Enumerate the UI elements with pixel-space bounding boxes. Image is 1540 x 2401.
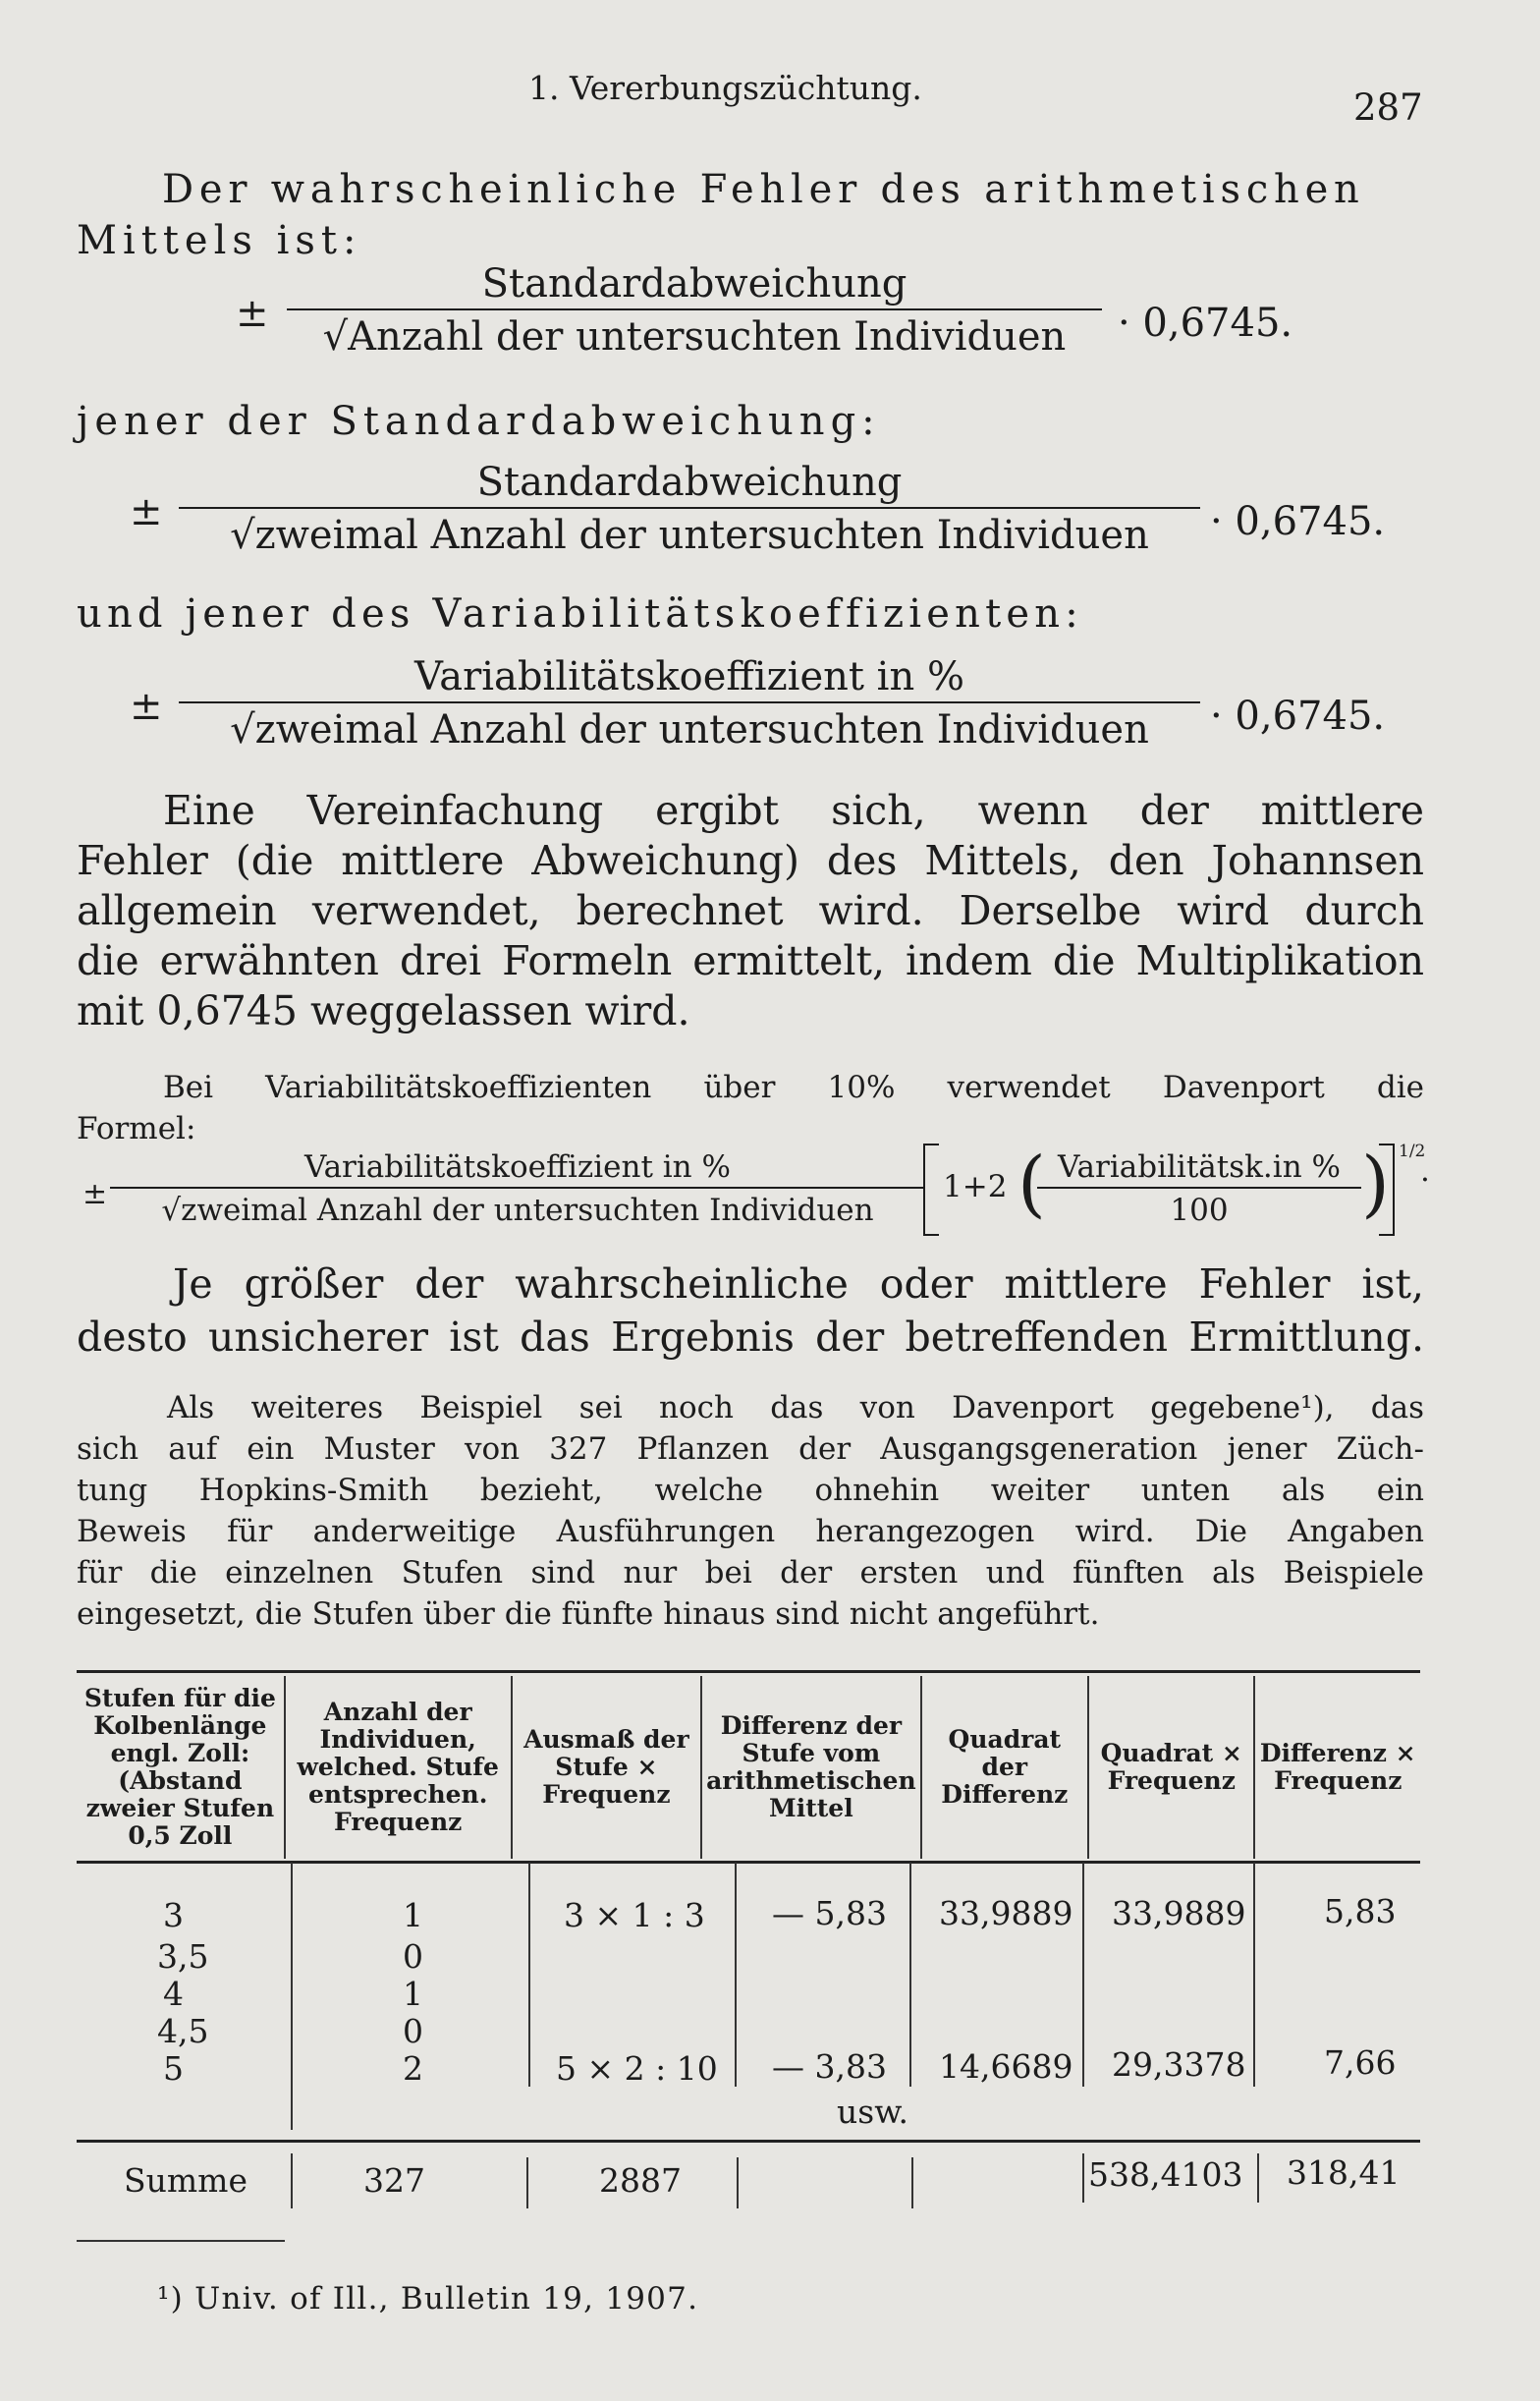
- davenport-intro-line: Formel:: [77, 1111, 196, 1146]
- sum-divider: [526, 2157, 528, 2208]
- inner-fraction-denominator: 100: [1170, 1193, 1229, 1228]
- sum-frequenz: 327: [363, 2161, 425, 2200]
- stufe-value: 4,5: [157, 2012, 209, 2050]
- intro-2: jener der Standardabweichung:: [77, 399, 881, 444]
- column-line: [909, 1863, 911, 2087]
- fraction-2: [179, 460, 1200, 558]
- bracket-prefix: 1+2: [943, 1169, 1008, 1204]
- differenz-frequenz-value: 5,83: [1324, 1892, 1397, 1930]
- paragraph-3-line: für die einzelnen Stufen sind nur bei der ersten und fünften als Beispiele: [77, 1555, 1424, 1591]
- ausmass-value: 3 × 1 : 3: [564, 1896, 705, 1934]
- fraction-1-numerator: Standardabweichung: [481, 261, 908, 307]
- frequenz-value: 0: [403, 1937, 423, 1976]
- paragraph-2-line: desto unsicherer ist das Ergebnis der betreffenden Ermittlung.: [77, 1313, 1424, 1361]
- paragraph-1-line: die erwähnten drei Formeln ermittelt, indem die Multiplikation: [77, 937, 1424, 984]
- quadrat-frequenz-value: 29,3378: [1112, 2045, 1246, 2084]
- footnote-rule: [77, 2240, 285, 2242]
- factor-1: · 0,6745.: [1118, 301, 1293, 346]
- fraction-1-bar: [287, 308, 1102, 310]
- fraction-3-denominator: √zweimal Anzahl der untersuchten Individuen: [230, 707, 1149, 753]
- stufe-value: 3: [163, 1896, 184, 1934]
- sum-quadrat-frequenz: 538,4103: [1088, 2155, 1243, 2194]
- inner-fraction-numerator: Variabilitätsk.in %: [1058, 1149, 1341, 1185]
- intro-line-1: Der wahrscheinliche Fehler des arithmetischen: [162, 167, 1365, 212]
- table-top-rule: [77, 1670, 1420, 1673]
- sum-ausmass: 2887: [599, 2161, 682, 2200]
- plus-minus-2: ±: [130, 489, 163, 534]
- inner-fraction-bar: [1037, 1187, 1361, 1189]
- paragraph-3-line: tung Hopkins-Smith bezieht, welche ohnehin weiter unten als ein: [77, 1473, 1424, 1508]
- fraction-1: [287, 261, 1102, 360]
- right-paren: ): [1361, 1142, 1390, 1226]
- header-ausmass: Ausmaß der Stufe × Frequenz: [512, 1676, 701, 1859]
- column-line: [1082, 1863, 1084, 2087]
- column-line: [1253, 1863, 1255, 2087]
- fraction-3: [179, 654, 1200, 753]
- sum-differenz-frequenz: 318,41: [1287, 2153, 1401, 2192]
- right-bracket: [1379, 1144, 1395, 1236]
- data-table: [77, 1676, 1420, 1859]
- stufe-value: 5: [163, 2049, 184, 2088]
- header-quadrat: Quadrat der Differenz: [921, 1676, 1088, 1859]
- fraction-1-denominator: √Anzahl der untersuchten Individuen: [322, 314, 1067, 360]
- usw-label: usw.: [837, 2093, 909, 2131]
- column-line: [735, 1863, 737, 2087]
- formula-4-end: .: [1420, 1153, 1430, 1189]
- paragraph-3-line: eingesetzt, die Stufen über die fünfte hinaus sind nicht angeführt.: [77, 1596, 1100, 1632]
- column-line: [528, 1863, 530, 2087]
- table-sum-rule: [77, 2140, 1420, 2143]
- intro-3: und jener des Variabilitätskoeffizienten:: [77, 591, 1083, 637]
- paragraph-3: [77, 1387, 1424, 1635]
- frequenz-value: 1: [403, 1896, 423, 1934]
- davenport-intro: [77, 1067, 1424, 1149]
- ausmass-value: 5 × 2 : 10: [556, 2049, 718, 2088]
- differenz-value: — 5,83: [772, 1894, 887, 1932]
- inner-fraction: [1037, 1149, 1361, 1228]
- paragraph-1-line: Eine Vereinfachung ergibt sich, wenn der mittlere: [163, 787, 1424, 834]
- fraction-4: [110, 1149, 925, 1228]
- plus-minus-4: ±: [82, 1177, 108, 1211]
- quadrat-value: 33,9889: [939, 1894, 1073, 1932]
- header-differenz-frequenz: Differenz × Frequenz: [1259, 1739, 1416, 1795]
- fraction-3-numerator: Variabilitätskoeffizient in %: [414, 654, 964, 699]
- differenz-value: — 3,83: [772, 2047, 887, 2086]
- exponent: 1/2: [1399, 1142, 1426, 1161]
- left-bracket: [923, 1144, 939, 1236]
- frequenz-value: 0: [403, 2012, 423, 2050]
- left-paren: (: [1018, 1142, 1046, 1226]
- header-quadrat-frequenz: Quadrat × Frequenz: [1088, 1676, 1254, 1859]
- page-number: 287: [1353, 86, 1423, 129]
- paragraph-1: [77, 786, 1424, 1036]
- column-line: [291, 1863, 293, 2130]
- paragraph-2: [77, 1257, 1424, 1364]
- sum-divider: [911, 2157, 913, 2208]
- paragraph-3-line: sich auf ein Muster von 327 Pflanzen der Ausgangsgeneration jener Züch-: [77, 1431, 1424, 1467]
- frequenz-value: 2: [403, 2049, 423, 2088]
- fraction-2-denominator: √zweimal Anzahl der untersuchten Individuen: [230, 513, 1149, 558]
- plus-minus-1: ±: [236, 291, 269, 336]
- fraction-3-bar: [179, 701, 1200, 703]
- table-header-rule: [77, 1861, 1420, 1864]
- sum-label: Summe: [124, 2161, 248, 2200]
- stufe-value: 4: [163, 1975, 184, 2013]
- paragraph-3-line: Als weiteres Beispiel sei noch das von Davenport gegebene¹), das: [167, 1390, 1424, 1425]
- table-header-row: [77, 1676, 1420, 1859]
- fraction-2-bar: [179, 507, 1200, 509]
- fraction-2-numerator: Standardabweichung: [476, 460, 903, 505]
- fraction-4-bar: [110, 1187, 925, 1189]
- sum-divider: [291, 2153, 293, 2208]
- fraction-4-numerator: Variabilitätskoeffizient in %: [304, 1149, 731, 1185]
- paragraph-2-line: Je größer der wahrscheinliche oder mittlere Fehler ist,: [173, 1260, 1424, 1308]
- differenz-frequenz-value: 7,66: [1324, 2043, 1397, 2082]
- paragraph-1-line: mit 0,6745 weggelassen wird.: [77, 987, 690, 1034]
- davenport-intro-line: Bei Variabilitätskoeffizienten über 10% verwendet Davenport die: [163, 1070, 1424, 1105]
- quadrat-frequenz-value: 33,9889: [1112, 1894, 1246, 1932]
- frequenz-value: 1: [403, 1975, 423, 2013]
- plus-minus-3: ±: [130, 684, 163, 729]
- header-anzahl: Anzahl der Individuen, welched. Stufe entsprechen. Frequenz: [285, 1676, 512, 1859]
- sum-divider: [1082, 2153, 1084, 2203]
- paragraph-3-line: Beweis für anderweitige Ausführungen herangezogen wird. Die Angaben: [77, 1514, 1424, 1549]
- running-title: 1. Vererbungszüchtung.: [528, 69, 922, 107]
- intro-line-2: Mittels ist:: [77, 218, 362, 263]
- quadrat-value: 14,6689: [939, 2047, 1073, 2086]
- factor-3: · 0,6745.: [1210, 694, 1386, 739]
- stufe-value: 3,5: [157, 1937, 209, 1976]
- header-stufen: Stufen für die Kolbenlänge engl. Zoll: (Abstand zweier Stufen 0,5 Zoll: [77, 1676, 285, 1859]
- footnote: ¹) Univ. of Ill., Bulletin 19, 1907.: [157, 2281, 699, 2317]
- header-differenz: Differenz der Stufe vom arithmetischen Mittel: [701, 1676, 921, 1859]
- sum-divider: [1257, 2153, 1259, 2203]
- paragraph-1-line: Fehler (die mittlere Abweichung) des Mittels, den Johannsen: [77, 837, 1424, 884]
- paragraph-1-line: allgemein verwendet, berechnet wird. Derselbe wird durch: [77, 887, 1424, 934]
- fraction-4-denominator: √zweimal Anzahl der untersuchten Individuen: [161, 1193, 874, 1228]
- factor-2: · 0,6745.: [1210, 499, 1386, 544]
- sum-divider: [737, 2157, 739, 2208]
